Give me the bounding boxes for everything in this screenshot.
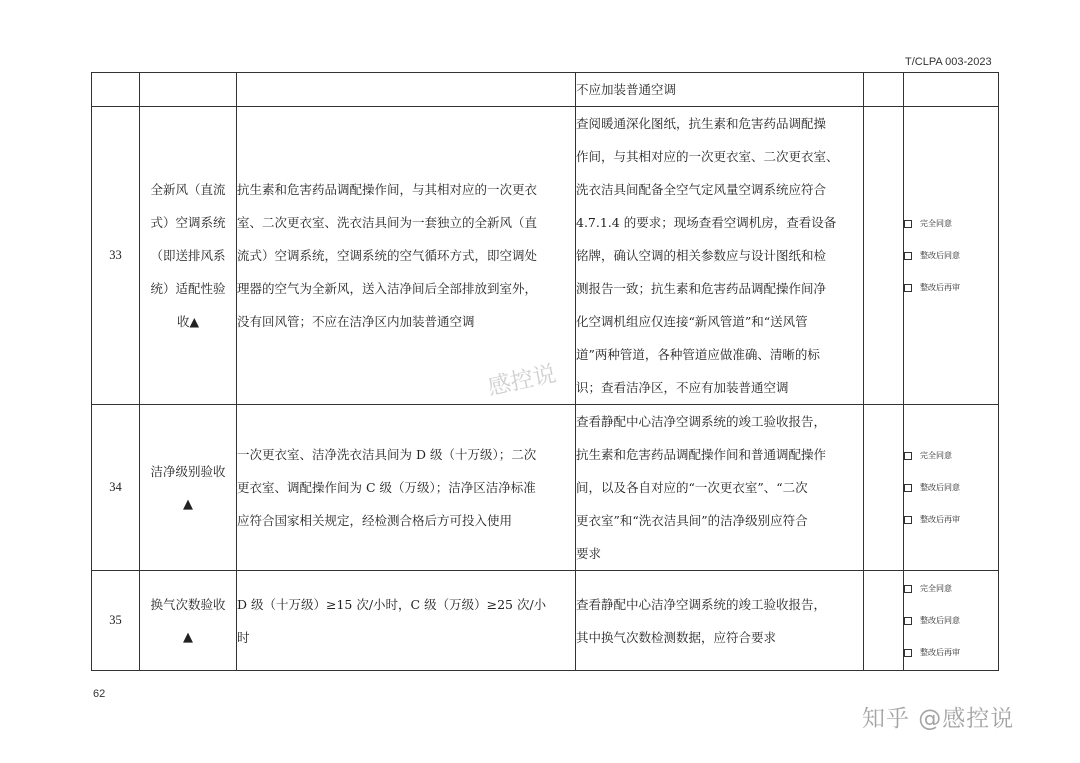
page-number: 62: [93, 688, 106, 700]
item-line: 统）适配性验: [150, 281, 226, 296]
checkbox-icon[interactable]: [904, 252, 912, 260]
method-line: 更衣室”和“洗衣洁具间”的洁净级别应符合: [576, 513, 808, 528]
cell-options: [904, 73, 999, 107]
option-label: 完全同意: [920, 450, 952, 460]
cell-num: 34: [92, 405, 140, 571]
checkbox-icon[interactable]: [904, 649, 912, 657]
cell-options: [904, 571, 999, 671]
item-line: ▲: [183, 629, 193, 645]
cell-method: [576, 107, 864, 405]
option-agree-after-fix[interactable]: [904, 472, 998, 504]
method-line: 化空调机组应仅连接“新风管道”和“送风管: [576, 314, 808, 329]
method-line: 查看静配中心洁净空调系统的竣工验收报告，: [576, 414, 827, 429]
requirement-line: 没有回风管；不应在洁净区内加装普通空调: [237, 314, 475, 329]
option-agree-after-fix[interactable]: [904, 605, 998, 637]
requirement-line: 时: [237, 629, 250, 645]
method-line: 查阅暖通深化图纸，抗生素和危害药品调配操: [576, 116, 827, 131]
cell-method: 不应加装普通空调: [576, 73, 864, 107]
table-row-35: [92, 571, 999, 671]
cell-requirement: [237, 73, 576, 107]
requirement-line: 应符合国家相关规定，经检测合格后方可投入使用: [237, 513, 513, 528]
option-agree-after-fix[interactable]: [904, 240, 998, 272]
cell-num: [92, 73, 140, 107]
method-line: 道”两种管道，各种管道应做准确、清晰的标: [576, 347, 820, 362]
cell-item: [140, 73, 237, 107]
method-line: 洗衣洁具间配备全空气定风量空调系统应符合: [576, 182, 827, 197]
requirement-line: 抗生素和危害药品调配操作间，与其相对应的一次更衣: [237, 182, 538, 197]
cell-options: [904, 107, 999, 405]
method-line: 要求: [576, 546, 602, 561]
option-review-after-fix[interactable]: [904, 637, 998, 669]
requirement-line: 更衣室、调配操作间为 C 级（万级）；洁净区洁净标准: [237, 480, 536, 495]
cell-item: [140, 405, 237, 571]
item-line: 式）空调系统: [150, 215, 226, 230]
checkbox-icon[interactable]: [904, 484, 912, 492]
checkbox-icon[interactable]: [904, 585, 912, 593]
watermark-corner: 知乎 @感控说: [862, 706, 1015, 732]
option-agree[interactable]: [904, 208, 998, 240]
option-agree[interactable]: [904, 573, 998, 605]
option-label: 整改后再审: [920, 514, 960, 524]
method-line: 间，以及各自对应的“一次更衣室”、“二次: [576, 480, 808, 495]
cell-blank: [864, 571, 904, 671]
cell-options: [904, 405, 999, 571]
checkbox-icon[interactable]: [904, 617, 912, 625]
cell-requirement: [237, 405, 576, 571]
cell-item: [140, 571, 237, 671]
watermark-center: 感控说: [485, 361, 559, 401]
item-line: ▲: [183, 496, 193, 512]
checkbox-icon[interactable]: [904, 452, 912, 460]
option-label: 完全同意: [920, 583, 952, 593]
requirement-line: 理器的空气为全新风，送入洁净间后全部排放到室外，: [237, 281, 538, 296]
cell-blank: [864, 107, 904, 405]
cell-num: 33: [92, 107, 140, 405]
option-label: 整改后同意: [920, 482, 960, 492]
requirement-line: 流式）空调系统，空调系统的空气循环方式，即空调处: [237, 248, 538, 263]
method-line: 4.7.1.4 的要求；现场查看空调机房，查看设备: [576, 215, 837, 230]
table-row-continued: [92, 73, 999, 107]
item-line: （即送排风系: [150, 248, 226, 263]
item-line: 全新风（直流: [150, 182, 226, 197]
method-line: 其中换气次数检测数据，应符合要求: [576, 629, 777, 645]
cell-blank: [864, 73, 904, 107]
cell-method: [576, 571, 864, 671]
cell-item: [140, 107, 237, 405]
item-line: 换气次数验收: [150, 596, 226, 612]
requirement-line: D 级（十万级）≥15 次/小时，C 级（万级）≥25 次/小: [237, 596, 547, 612]
method-line: 识；查看洁净区，不应有加装普通空调: [576, 380, 789, 395]
method-line: 作间，与其相对应的一次更衣室、二次更衣室、: [576, 149, 839, 164]
item-line: 洁净级别验收: [150, 463, 226, 479]
option-label: 完全同意: [920, 218, 952, 228]
option-agree[interactable]: [904, 440, 998, 472]
table-row-34: [92, 405, 999, 571]
document-code: T/CLPA 003-2023: [905, 56, 992, 68]
item-line: 收▲: [176, 314, 200, 329]
option-review-after-fix[interactable]: [904, 504, 998, 536]
option-label: 整改后同意: [920, 250, 960, 260]
option-label: 整改后再审: [920, 282, 960, 292]
method-line: 抗生素和危害药品调配操作间和普通调配操作: [576, 447, 827, 462]
checkbox-icon[interactable]: [904, 220, 912, 228]
cell-requirement: [237, 571, 576, 671]
option-label: 整改后再审: [920, 647, 960, 657]
cell-blank: [864, 405, 904, 571]
checkbox-icon[interactable]: [904, 516, 912, 524]
method-line: 测报告一致；抗生素和危害药品调配操作间净: [576, 281, 827, 296]
option-label: 整改后同意: [920, 615, 960, 625]
requirement-line: 室、二次更衣室、洗衣洁具间为一套独立的全新风（直: [237, 215, 538, 230]
checkbox-icon[interactable]: [904, 284, 912, 292]
cell-method: [576, 405, 864, 571]
requirement-line: 一次更衣室、洁净洗衣洁具间为 D 级（十万级）；二次: [237, 447, 537, 462]
option-review-after-fix[interactable]: [904, 272, 998, 304]
cell-num: 35: [92, 571, 140, 671]
method-line: 查看静配中心洁净空调系统的竣工验收报告，: [576, 596, 827, 612]
method-line: 铭牌，确认空调的相关参数应与设计图纸和检: [576, 248, 827, 263]
